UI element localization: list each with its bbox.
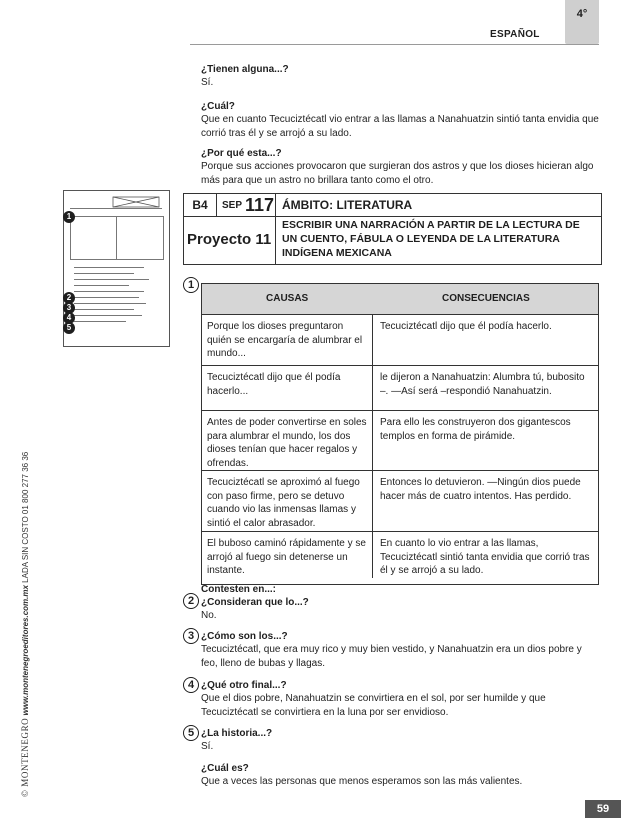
thumb-marker-1: 1 [63,211,75,223]
answer-text: No. [201,610,217,621]
cause-cell: El buboso caminó rápidamente y se arrojó al fuego sin detenerse un instante. [207,538,366,576]
consequence-cell: Tecuciztécatl dijo que él podía hacerlo. [380,321,552,332]
sep-label: SEP [222,200,243,211]
project-label-cell [184,216,276,264]
intro-question: ¿Por qué esta...? [201,148,282,159]
consequence-cell: le dijeron a Nanahuatzin: Alumbra tú, bubosito –. —Así será –respondió Nanahuatzin. [380,372,585,397]
table-row [202,411,598,471]
consequence-cell: En cuanto lo vio entrar a las llamas, Tecuciztécatl sintió tanta envidia que corrió tras él y se arrojó a su lado. [380,538,590,576]
publisher-copyright: © MONTENEGRO [20,717,30,797]
sep-reference [217,194,276,217]
answer-block-2 [201,583,601,623]
header-rule [190,44,599,45]
answer-block-3 [201,630,601,671]
intro-answer: Porque sus acciones provocaron que surgieran dos astros y que los dioses hicieran algo más para que un astro no brillara tanto como el otro. [201,161,594,186]
thumb-header-graphic [68,196,163,208]
section-number-5: 5 [183,725,199,741]
table-row [202,471,598,532]
publisher-phone: LADA SIN COSTO 01 800 277 36 36 [21,451,30,583]
project-header [183,193,602,265]
publisher-sidebar [18,451,32,797]
answer-block-5 [201,727,601,754]
header-divider [276,216,601,217]
thumb-header-box [68,195,163,205]
thumb-marker-2: 2 [63,292,75,304]
ambito-label: ÁMBITO: LITERATURA [282,198,413,212]
intro-answer: Sí. [201,77,214,88]
thumb-marker-4: 4 [63,312,75,324]
project-title: ESCRIBIR UNA NARRACIÓN A PARTIR DE LA LECTURA DE UN CUENTO, FÁBULA O LEYENDA DE LA LITERATURA INDÍGENA MEXICANA [282,219,580,259]
table-row [202,532,598,584]
instruction-text: Contesten en...: [201,584,277,595]
column-header-consequences: CONSECUENCIAS [442,293,530,304]
cause-cell: Porque los dioses preguntaron quién se encargaría de alumbrar el mundo... [207,321,363,359]
causes-table [201,283,599,585]
question-text: ¿Cuál es? [201,763,249,774]
section-number-2: 2 [183,593,199,609]
answer-text: Tecuciztécatl, que era muy rico y muy bien vestido, y Nanahuatzin era un dios pobre y feo, lleno de bubas y llagas. [201,644,582,669]
thumb-marker-5: 5 [63,322,75,334]
section-number-4: 4 [183,677,199,693]
consequence-cell: Para ello les construyeron dos gigantescos templos en forma de pirámide. [380,417,571,442]
intro-question: ¿Tienen alguna...? [201,64,289,75]
intro-qa-1 [201,63,601,90]
answer-text: Sí. [201,741,214,752]
intro-qa-2 [201,100,601,141]
page-number: 59 [585,800,621,818]
subject-label: ESPAÑOL [490,29,540,40]
cause-cell: Tecuciztécatl se aproximó al fuego con paso firme, pero se detuvo cuando vio las inmensas llamas y sintió el calor abrasador. [207,477,360,529]
block-label: B4 [184,194,217,217]
intro-qa-3 [201,147,601,188]
answer-text: Que a veces las personas que menos esperamos son las más valientes. [201,776,523,787]
thumb-table-box [70,216,164,260]
column-header-causes: CAUSAS [266,293,309,304]
answer-block-5b [201,762,601,789]
intro-question: ¿Cuál? [201,101,235,112]
consequence-cell: Entonces lo detuvieron. —Ningún dios puede hacer más de cuatro intentos. Has perdido. [380,477,581,502]
table-row [202,315,598,366]
question-text: ¿Cómo son los...? [201,631,288,642]
cause-cell: Antes de poder convertirse en soles para alumbrar el mundo, los dos dioses tenían que hacer regalos y ofrendas. [207,417,367,469]
grade-tab [565,0,599,44]
grade-label: 4° [576,8,588,20]
project-label: Proyecto 11 [187,231,272,248]
page-thumbnail [63,190,170,347]
table-header [202,284,598,315]
section-number-3: 3 [183,628,199,644]
sep-page: 117 [245,195,275,215]
question-text: ¿Qué otro final...? [201,680,287,691]
question-text: ¿Consideran que lo...? [201,597,309,608]
answer-text: Que el dios pobre, Nanahuatzin se convirtiera en el sol, por ser humilde y que Tecuciztécatl se convirtiera en la luna por ser envidioso. [201,693,546,718]
publisher-url: www.montenegroeditores.com.mx [21,585,30,716]
intro-answer: Que en cuanto Tecuciztécatl vio entrar a las llamas a Nanahuatzin sintió tanta envidia que corrió tras él y se arrojó a su lado. [201,114,599,139]
section-number-1: 1 [183,277,199,293]
cause-cell: Tecuciztécatl dijo que él podía hacerlo... [207,372,341,397]
table-column-divider [372,314,373,578]
thumb-marker-3: 3 [63,302,75,314]
table-row [202,366,598,411]
answer-block-4 [201,679,601,720]
question-text: ¿La historia...? [201,728,273,739]
